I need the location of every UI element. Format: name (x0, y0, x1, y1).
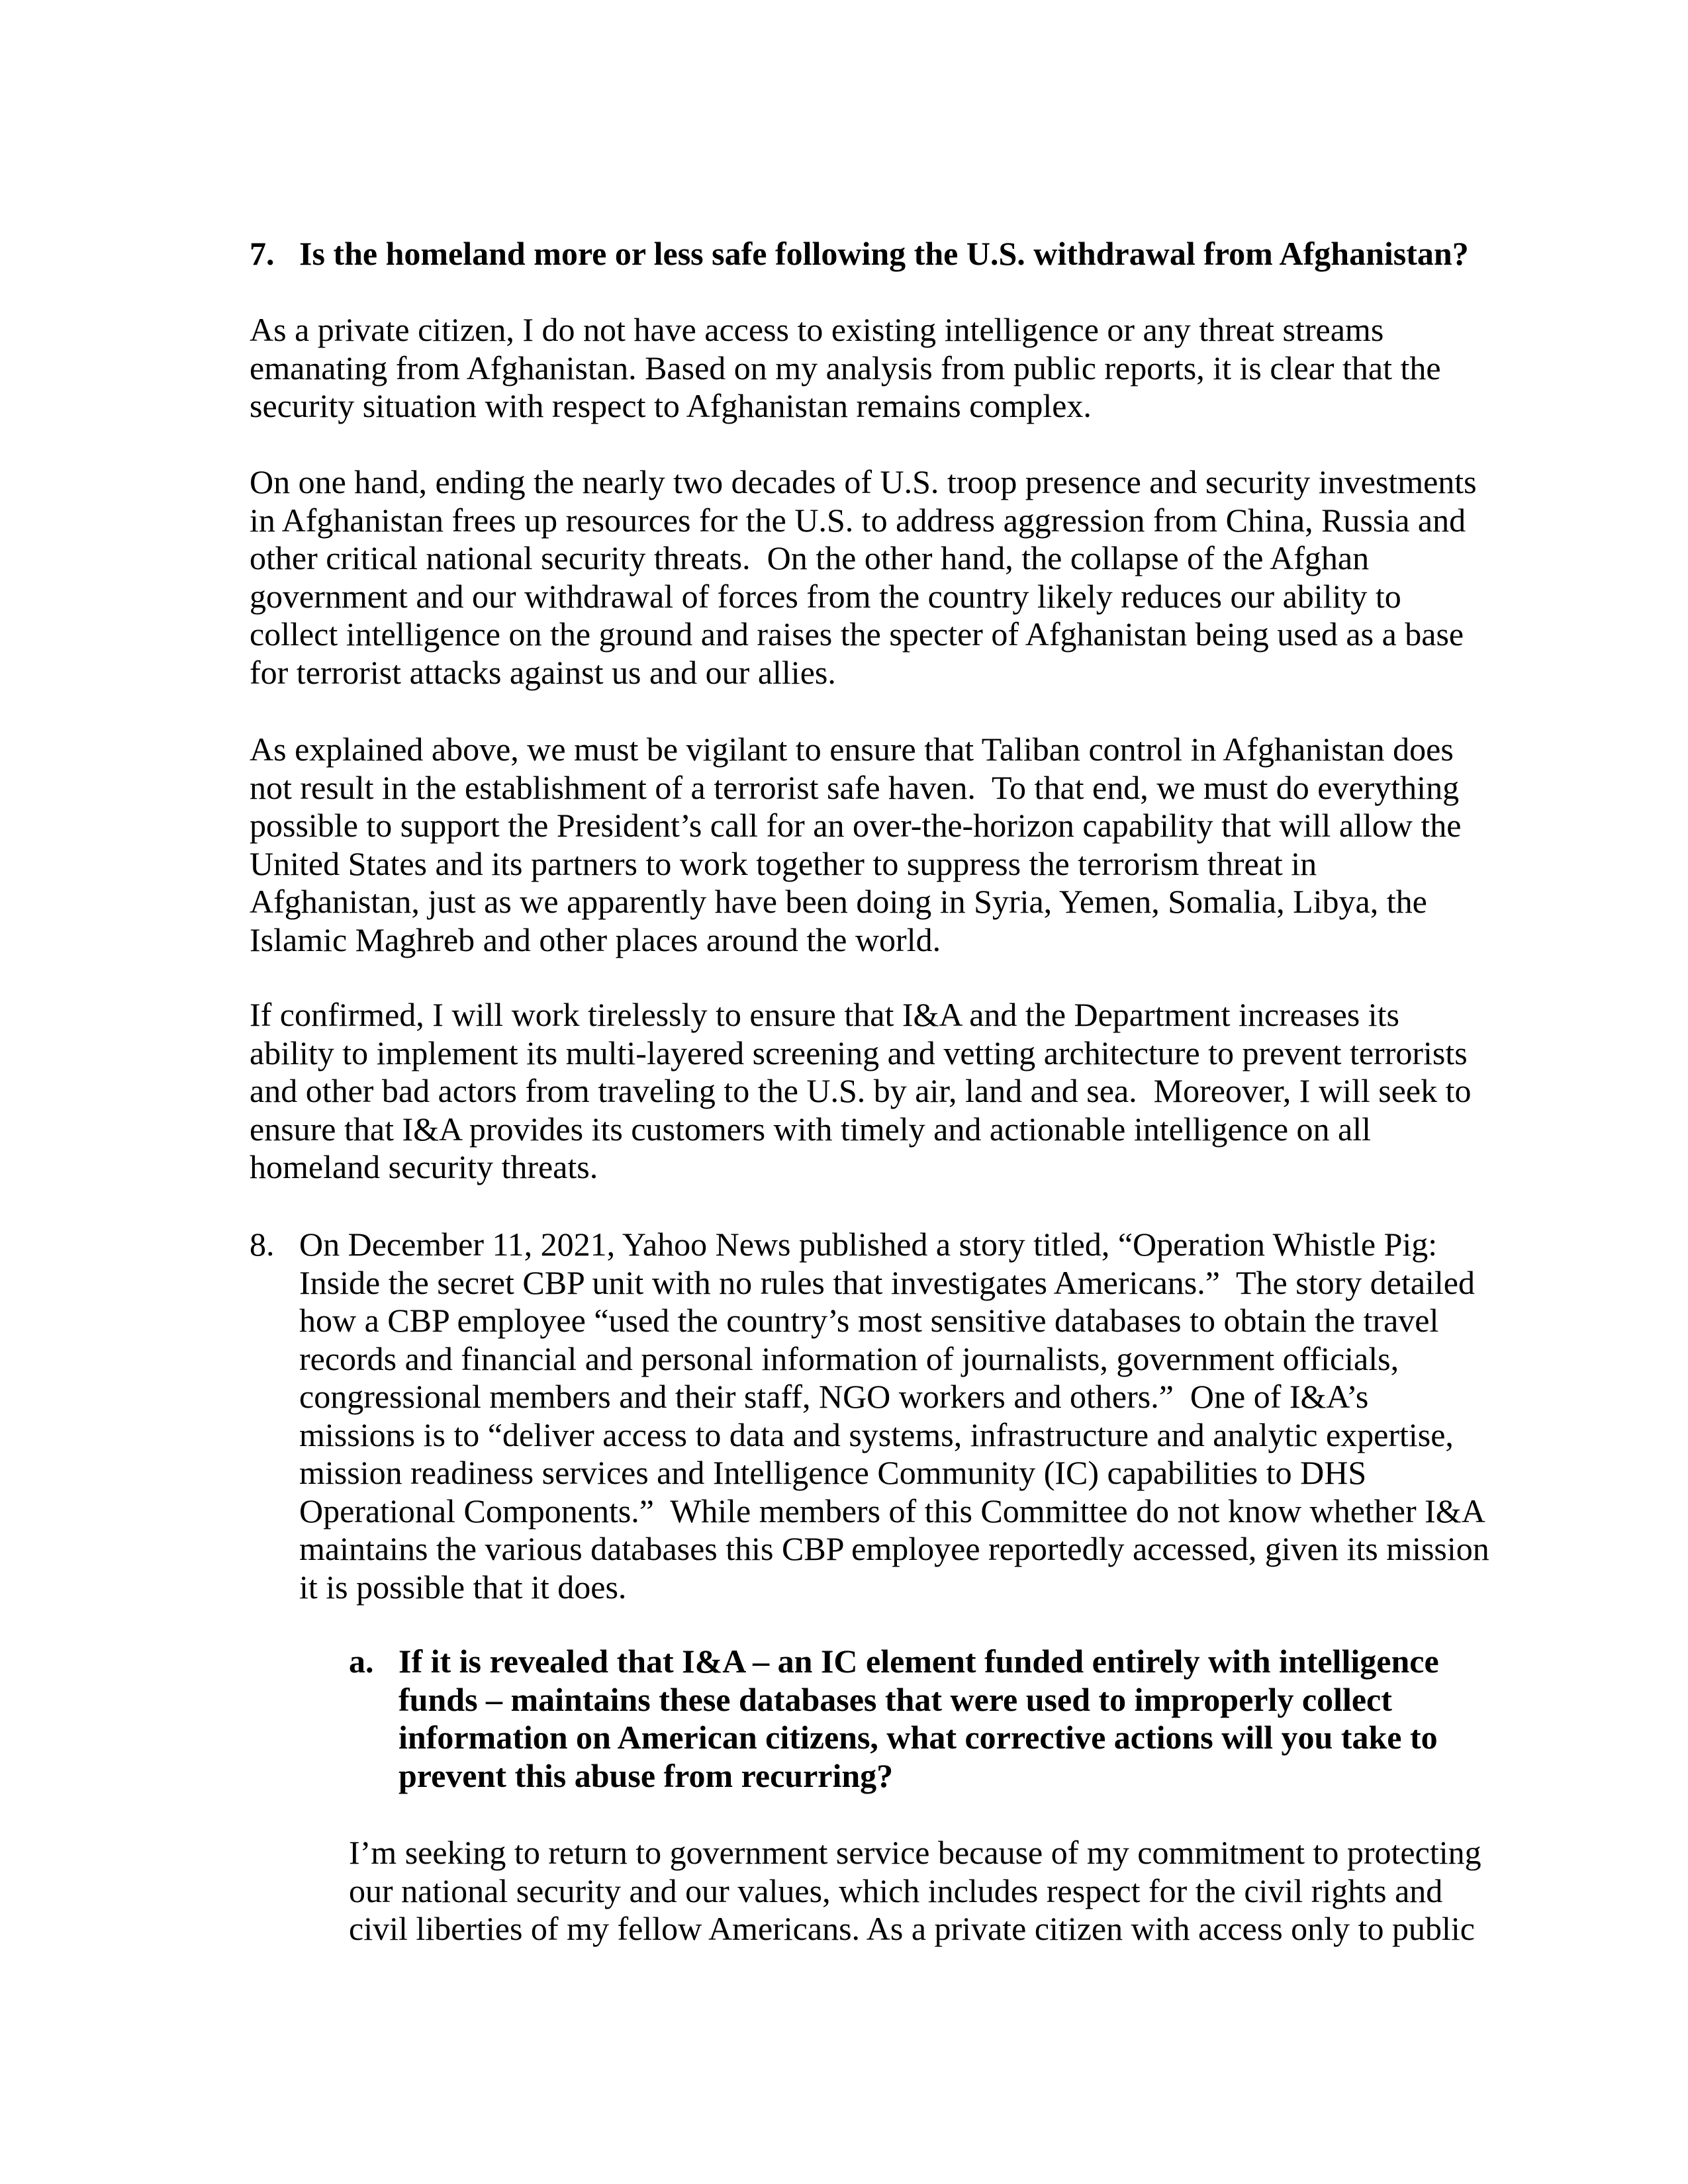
question-7-number: 7. (250, 235, 275, 272)
question-7-title: Is the homeland more or less safe following the U.S. withdrawal from Afghanistan? (299, 235, 1469, 272)
text-line: maintains the various databases this CBP employee reportedly accessed, given its mission (299, 1530, 1489, 1567)
text-line: our national security and our values, which includes respect for the civil rights and (349, 1872, 1443, 1909)
text-line: On one hand, ending the nearly two decades of U.S. troop presence and security investments (250, 463, 1477, 500)
question-8-number: 8. (250, 1226, 275, 1263)
text-line: As a private citizen, I do not have access to existing intelligence or any threat streams (250, 311, 1384, 348)
text-line: civil liberties of my fellow Americans. As a private citizen with access only to public (349, 1910, 1475, 1947)
text-line: If confirmed, I will work tirelessly to ensure that I&A and the Department increases its (250, 996, 1399, 1033)
text-line: not result in the establishment of a terrorist safe haven. To that end, we must do everything (250, 768, 1460, 806)
text-line: emanating from Afghanistan. Based on my analysis from public reports, it is clear that the (250, 349, 1441, 387)
text-line: in Afghanistan frees up resources for the U.S. to address aggression from China, Russia and (250, 501, 1466, 539)
text-line: mission readiness services and Intelligence Community (IC) capabilities to DHS (299, 1454, 1367, 1491)
text-line: collect intelligence on the ground and raises the specter of Afghanistan being used as a base (250, 615, 1464, 653)
q7-paragraph-1 (250, 311, 1441, 426)
text-line: records and financial and personal information of journalists, government officials, (299, 1340, 1399, 1377)
text-line: other critical national security threats. On the other hand, the collapse of the Afghan (250, 539, 1370, 576)
text-line: how a CBP employee “used the country’s most sensitive databases to obtain the travel (299, 1302, 1439, 1339)
text-line: for terrorist attacks against us and our allies. (250, 653, 836, 691)
q7-paragraph-3 (250, 731, 1462, 959)
text-line: possible to support the President’s call for an over-the-horizon capability that will allow the (250, 807, 1462, 844)
text-line: On December 11, 2021, Yahoo News published a story titled, “Operation Whistle Pig: (299, 1226, 1438, 1263)
text-line: security situation with respect to Afghanistan remains complex. (250, 387, 1092, 424)
text-line: United States and its partners to work together to suppress the terrorism threat in (250, 844, 1317, 882)
text-line: As explained above, we must be vigilant to ensure that Taliban control in Afghanistan does (250, 731, 1454, 768)
text-line: information on American citizens, what corrective actions will you take to (399, 1719, 1438, 1756)
question-8a-answer (349, 1834, 1481, 1948)
text-line: Inside the secret CBP unit with no rules that investigates Americans.” The story detailed (299, 1263, 1476, 1301)
question-7-heading (0, 235, 1688, 273)
question-8a-letter: a. (349, 1643, 374, 1680)
text-line: Operational Components.” While members of this Committee do not know whether I&A (299, 1492, 1485, 1529)
q7-paragraph-4 (250, 996, 1471, 1187)
text-line: and other bad actors from traveling to the U.S. by air, land and sea. Moreover, I will seek to (250, 1072, 1472, 1109)
text-line: Afghanistan, just as we apparently have been doing in Syria, Yemen, Somalia, Libya, the (250, 883, 1427, 920)
text-line: it is possible that it does. (299, 1568, 627, 1606)
text-line: prevent this abuse from recurring? (399, 1756, 894, 1794)
text-line: Islamic Maghreb and other places around the world. (250, 921, 941, 958)
q7-paragraph-2 (250, 463, 1477, 692)
text-line: homeland security threats. (250, 1148, 598, 1185)
text-line: ability to implement its multi-layered screening and vetting architecture to prevent terrorists (250, 1034, 1468, 1071)
text-line: government and our withdrawal of forces from the country likely reduces our ability to (250, 577, 1401, 615)
text-line: missions is to “deliver access to data and systems, infrastructure and analytic expertise, (299, 1416, 1454, 1453)
question-8a-text (399, 1643, 1439, 1795)
text-line: congressional members and their staff, NGO workers and others.” One of I&A’s (299, 1378, 1369, 1415)
question-8-text (299, 1226, 1489, 1606)
text-line: ensure that I&A provides its customers with timely and actionable intelligence on all (250, 1110, 1372, 1148)
text-line: I’m seeking to return to government service because of my commitment to protecting (349, 1834, 1481, 1871)
text-line: If it is revealed that I&A – an IC element funded entirely with intelligence (399, 1643, 1439, 1680)
text-line: funds – maintains these databases that were used to improperly collect (399, 1680, 1392, 1718)
